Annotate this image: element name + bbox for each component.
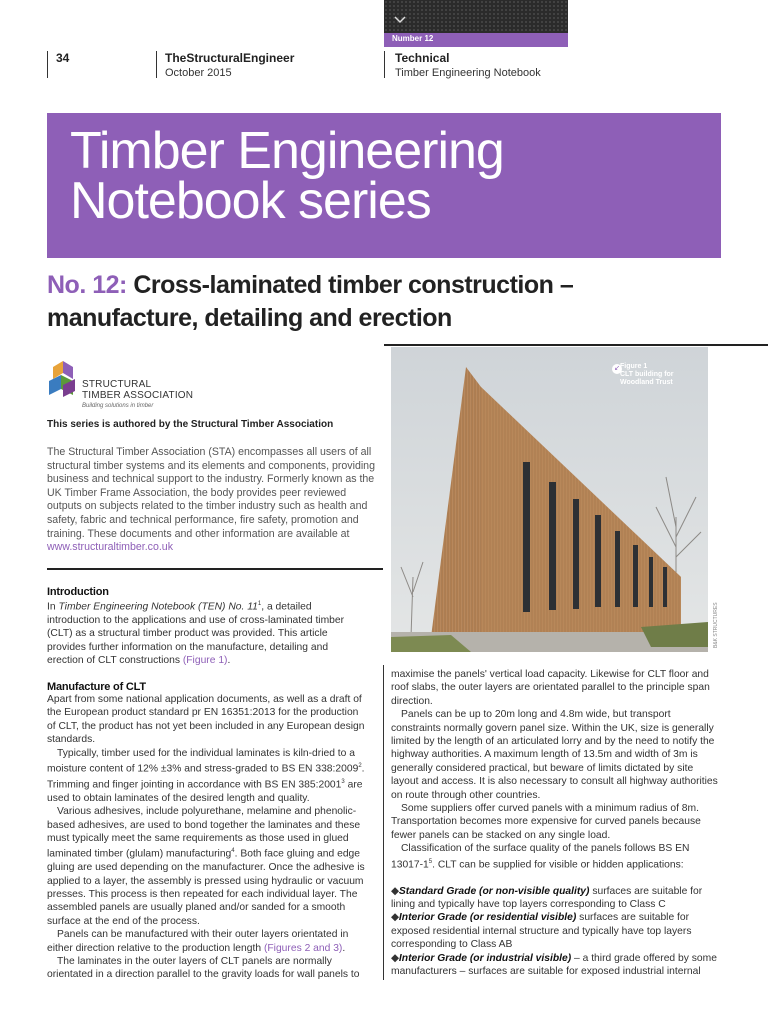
page-number: 34 xyxy=(56,51,70,65)
intro-text-b: , a detailed introduction to the applications and use of cross-laminated timber (CLT) as a structural timber product was provided. This article provides further information on the manufacture, detailing and erection of CLT constructions xyxy=(47,601,345,667)
intro-text-c: . xyxy=(227,655,231,667)
logo-name-line1: STRUCTURAL xyxy=(82,379,152,390)
series-title-line2: Notebook series xyxy=(70,172,431,230)
photo-credit: B&K STRUCTURES xyxy=(713,602,719,648)
article-number: No. 12: xyxy=(47,271,127,299)
grade-text: surfaces are suitable for lining and typically have top layers corresponding to Class C xyxy=(391,885,703,910)
footnote-ref: 2 xyxy=(358,763,362,770)
p2-a: Typically, timber used for the individual laminates is kiln-dried to a moisture content of 12% ±3% and stress-graded to BS EN 338:2009 xyxy=(47,747,359,775)
p4-b: . CLT can be supplied for visible or hidden applications: xyxy=(432,859,684,871)
manufacture-heading: Manufacture of CLT xyxy=(47,681,146,693)
intro-text-a: In xyxy=(47,601,59,613)
introduction-heading: Introduction xyxy=(47,586,109,598)
ten-reference: Timber Engineering Notebook (TEN) No. 11 xyxy=(58,601,258,613)
figures-2-3-link[interactable]: (Figures 2 and 3) xyxy=(263,942,343,954)
series-title-line1: Timber Engineering xyxy=(70,122,504,180)
grade-list xyxy=(391,885,721,979)
list-item: ◆Standard Grade (or non-visible quality) surfaces are suitable for lining and typically have top layers corresponding to Class C xyxy=(391,885,703,910)
footnote-ref: 3 xyxy=(341,778,345,785)
figure-1-photo xyxy=(391,347,708,652)
figure-caption-line1: CLT building for xyxy=(620,371,674,378)
logo-tagline: Building solutions in timber xyxy=(82,403,154,409)
grade-term: Interior Grade (or industrial visible) xyxy=(398,952,572,964)
p2-b: . Trimming and finger jointing in accordance with BS EN 385:2001 xyxy=(47,763,365,791)
right-column xyxy=(391,668,721,978)
header-divider xyxy=(47,51,48,78)
p3-a: Various adhesives, include polyurethane, melamine and phenolic-based adhesives, are used to bond together the laminates and these must typically meet the same requirements as those used in glued laminated timber (glulam) manufacturing xyxy=(47,806,361,860)
introduction-section xyxy=(47,586,367,667)
figure-1-link[interactable]: (Figure 1) xyxy=(182,655,228,667)
article-title-line1: Cross-laminated timber construction – xyxy=(133,271,574,299)
section-name: Technical xyxy=(395,51,450,65)
figure-1-caption xyxy=(620,363,674,387)
header-divider xyxy=(384,51,385,78)
grade-term: Standard Grade (or non-visible quality) xyxy=(398,885,590,897)
right-paragraph-2: Panels can be up to 20m long and 4.8m wide, but transport constraints normally govern panel size. Within the UK, size is generally limited by the length of an articulated lorry and by the need to notify the highway authorities. A maximum length of 13.5m and width of 3m is generally considered practical, but beware of limits dictated by site layout and access. It is also necessary to consult all highway authorities on route through other countries. xyxy=(391,709,718,801)
figure-arrow-icon: ↙ xyxy=(612,364,622,374)
series-title xyxy=(70,122,690,230)
footnote-ref: 4 xyxy=(231,848,235,855)
right-paragraph-4 xyxy=(391,842,721,871)
authored-by: This series is authored by the Structural Timber Association xyxy=(47,419,334,430)
manufacture-section xyxy=(47,681,367,982)
issue-date: October 2015 xyxy=(165,67,232,79)
manufacture-paragraph-5: The laminates in the outer layers of CLT panels are normally orientated in a direction parallel to the gravity loads for wall panels to xyxy=(47,955,360,981)
p3-b: . Both face gluing and edge gluing are used depending on the manufacturer. Once the adhesive is applied to a layer, the assembly is pressed using hydraulic or vacuum presses. This process is then repeated for each individual layer. The assembled panels are usually planed and/or sanded for a smooth surface at the end of the process. xyxy=(47,848,365,927)
p2-c: are used to obtain laminates of the desired length and quality. xyxy=(47,779,363,804)
article-title xyxy=(47,269,747,335)
right-paragraph-1: maximise the panels' vertical load capacity. Likewise for CLT floor and roof slabs, the outer layers are orientated parallel to the principle span direction. xyxy=(391,669,710,707)
issue-number-label: Number 12 xyxy=(392,34,434,43)
manufacture-paragraph-4 xyxy=(47,928,367,955)
column-divider xyxy=(383,665,384,980)
subsection-name: Timber Engineering Notebook xyxy=(395,67,541,79)
grade-term: Interior Grade (or residential visible) xyxy=(398,912,577,924)
introduction-text xyxy=(47,598,367,667)
figure-caption-line2: Woodland Trust xyxy=(620,379,673,386)
sta-description xyxy=(47,446,383,555)
divider-rule xyxy=(384,344,768,346)
list-item: ◆Interior Grade (or industrial visible) – a third grade offered by some manufacturers – surfaces are suitable for exposed industrial internal xyxy=(391,952,717,977)
grade-text: surfaces are suitable for exposed residential internal structure and typically have top layers corresponding to Class AB xyxy=(391,912,692,951)
grade-text: – a third grade offered by some manufacturers – surfaces are suitable for exposed industrial internal xyxy=(391,952,717,977)
p4-a: Classification of the surface quality of the panels follows BS EN 13017-1 xyxy=(391,843,690,871)
manufacture-paragraph-2 xyxy=(47,747,367,805)
logo-name-line2: TIMBER ASSOCIATION xyxy=(82,390,194,401)
manufacture-paragraph-3 xyxy=(47,805,367,928)
p4-a: Panels can be manufactured with their outer layers orientated in either direction relative to the production length xyxy=(47,929,349,954)
article-title-line2: manufacture, detailing and erection xyxy=(47,304,452,332)
right-paragraph-3: Some suppliers offer curved panels with a minimum radius of 8m. Transportation becomes more expensive for curved panels because fewer panels can be stacked on any single load. xyxy=(391,803,701,841)
sta-text: The Structural Timber Association (STA) encompasses all users of all structural timber systems and its elements and components, providing business and technical support to the industry. Formerly known as the UK Timber Frame Association, the body provides peer reviewed outputs on subjects related to the timber industry such as health and safety, fabric and technical performance, fire safety, promotion and training. These documents and other information are available at xyxy=(47,446,375,540)
sta-website-link[interactable]: www.structuraltimber.co.uk xyxy=(47,541,173,554)
figure-number: Figure 1 xyxy=(620,363,648,370)
footnote-ref: 1 xyxy=(257,601,262,607)
p4-b: . xyxy=(342,942,346,954)
header-divider xyxy=(156,51,157,78)
divider-rule xyxy=(47,568,383,570)
list-item: ◆Interior Grade (or residential visible) surfaces are suitable for exposed residential internal structure and typically have top layers corresponding to Class AB xyxy=(391,912,692,951)
manufacture-paragraph-1: Apart from some national application documents, as well as a draft of the European product standard pr EN 16351:2013 for the production of CLT, the product has not yet been included in any European design standards. xyxy=(47,694,365,746)
chevron-down-icon xyxy=(392,14,408,26)
magazine-name: TheStructuralEngineer xyxy=(165,51,295,65)
footnote-ref: 5 xyxy=(428,858,433,865)
